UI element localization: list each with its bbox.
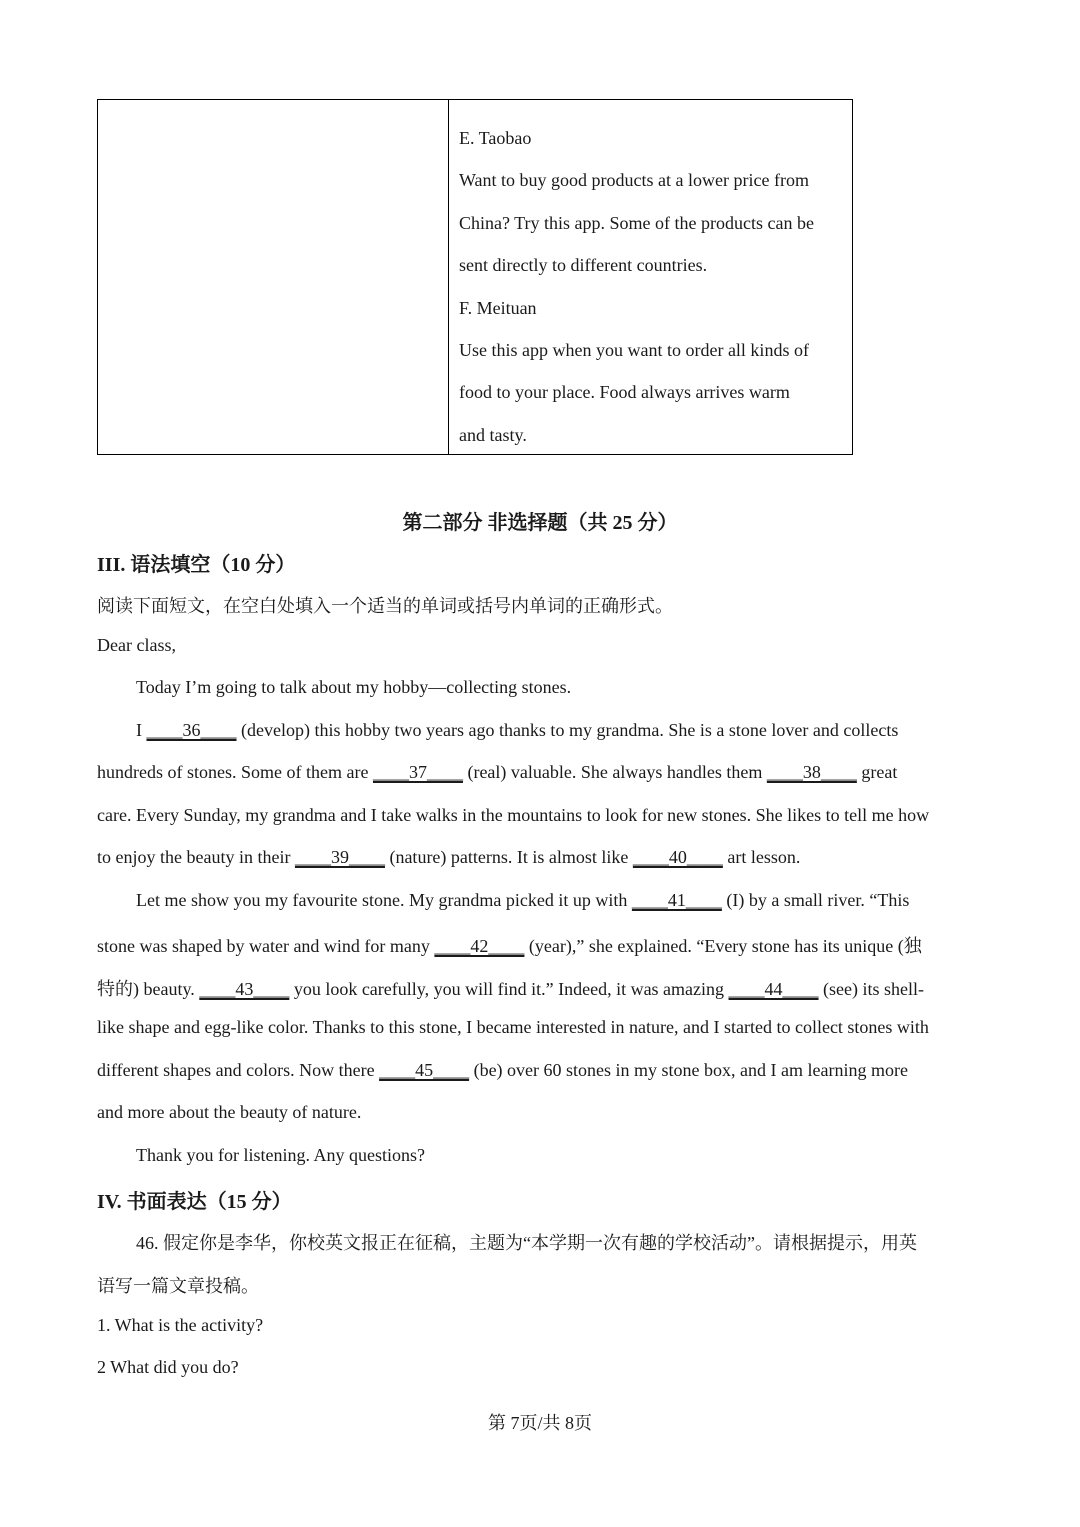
passage-line: and more about the beauty of nature. — [97, 1102, 362, 1122]
passage-line — [97, 1060, 908, 1081]
passage-line — [97, 847, 800, 868]
option-e-text-line: China? Try this app. Some of the products can be — [459, 212, 814, 233]
section-three-instruction: 阅读下面短文，在空白处填入一个适当的单词或括号内单词的正确形式。 — [97, 596, 673, 616]
passage-line — [97, 932, 922, 958]
question-46-line: 46. 假定你是李华，你校英文报正在征稿，主题为“本学期一次有趣的学校活动”。请根据提示，用英 — [136, 1233, 917, 1253]
blank-45: ____45____ — [379, 1060, 470, 1080]
table-column-divider — [448, 100, 449, 454]
letter-greeting: Dear class, — [97, 635, 176, 655]
option-f-text-line: Use this app when you want to order all kinds of — [459, 340, 809, 361]
passage-line — [136, 720, 898, 741]
text: I — [136, 720, 147, 740]
text: stone was shaped by water and wind for many — [97, 936, 435, 956]
writing-hint-2: 2 What did you do? — [97, 1357, 239, 1377]
text: different shapes and colors. Now there — [97, 1060, 380, 1080]
text: (real) valuable. She always handles them — [462, 762, 767, 782]
section-four-title: IV. 书面表达（15 分） — [97, 1191, 292, 1213]
passage-line — [97, 762, 897, 783]
passage-line — [97, 975, 924, 1001]
option-f-title: F. Meituan — [459, 297, 537, 318]
blank-38: ____38____ — [766, 762, 857, 782]
text: Let me show you my favourite stone. My grandma picked it up with — [136, 890, 632, 910]
blank-40: ____40____ — [632, 847, 723, 867]
blank-44: ____44____ — [728, 979, 819, 999]
blank-43: ____43____ — [199, 979, 290, 999]
letter-closing: Thank you for listening. Any questions? — [136, 1145, 425, 1165]
page-number-footer: 第 7页/共 8页 — [487, 1413, 592, 1433]
table-right-cell — [459, 117, 843, 456]
app-description-table — [97, 99, 853, 455]
text: (year),” she explained. “Every stone has its unique (独 — [524, 936, 922, 956]
passage-line — [136, 890, 909, 911]
text: (be) over 60 stones in my stone box, and I am learning more — [469, 1060, 908, 1080]
text: 特的) beauty. — [97, 979, 200, 999]
passage-line: care. Every Sunday, my grandma and I take walks in the mountains to look for new stones. She likes to tell me how — [97, 805, 930, 825]
option-f-text-line: food to your place. Food always arrives warm — [459, 382, 790, 403]
text: hundreds of stones. Some of them are — [97, 762, 373, 782]
text: (see) its shell- — [818, 979, 924, 999]
text: to enjoy the beauty in their — [97, 847, 295, 867]
text: (I) by a small river. “This — [721, 890, 910, 910]
passage-line: like shape and egg-like color. Thanks to this stone, I became interested in nature, and I started to collect stones with — [97, 1017, 929, 1037]
text: (nature) patterns. It is almost like — [384, 847, 633, 867]
letter-intro: Today I’m going to talk about my hobby—collecting stones. — [136, 677, 572, 697]
blank-36: ____36____ — [146, 720, 237, 740]
blank-42: ____42____ — [434, 936, 525, 956]
section-three-title: III. 语法填空（10 分） — [97, 554, 296, 576]
blank-41: ____41____ — [631, 890, 722, 910]
blank-37: ____37____ — [372, 762, 463, 782]
part-two-title: 第二部分 非选择题（共 25 分） — [402, 512, 678, 534]
option-e-text-line: Want to buy good products at a lower price from — [459, 170, 809, 191]
text: great — [856, 762, 898, 782]
blank-39: ____39____ — [294, 847, 385, 867]
question-46-line: 语写一篇文章投稿。 — [97, 1276, 259, 1296]
option-e-title: E. Taobao — [459, 128, 532, 148]
text: (develop) this hobby two years ago thanks to my grandma. She is a stone lover and collects — [236, 720, 899, 740]
text: you look carefully, you will find it.” Indeed, it was amazing — [289, 979, 729, 999]
option-f-text-line: and tasty. — [459, 424, 527, 445]
option-e-text-line: sent directly to different countries. — [459, 255, 708, 276]
text: art lesson. — [722, 847, 801, 867]
writing-hint-1: 1. What is the activity? — [97, 1315, 264, 1335]
